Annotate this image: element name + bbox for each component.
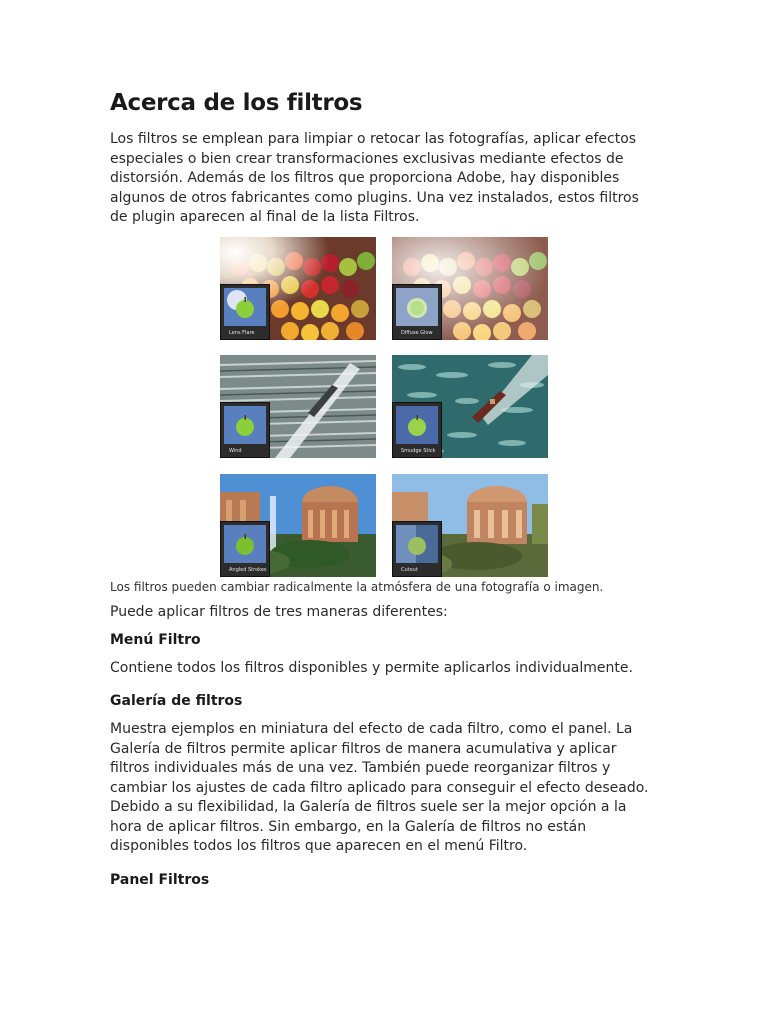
apple-icon [224, 525, 266, 563]
thumbnail-diffuse-glow [392, 237, 548, 340]
section-body-galeria: Muestra ejemplos en miniatura del efecto de cada filtro, como el panel. La Galería de filtros permite aplicar filtros de manera acumulativa y aplicar filtros individuales más de una vez. También puede reorganizar filtros y cambiar los ajustes de cada filtro aplicado para conseguir el efecto deseado. Debido a su flexibilidad, la Galería de filtros suele ser la mejor opción a la hora de aplicar filtros. Sin embargo, en la Galería de filtros no están disponibles todos los filtros que aparecen en el menú Filtro. [110, 721, 649, 854]
filter-label: Angled Strokes [229, 566, 267, 573]
page-title: Acerca de los filtros [110, 90, 363, 116]
filter-label: Smudge Stick [401, 447, 436, 454]
section-heading-galeria: Galería de filtros [110, 693, 243, 709]
thumbnail-wind [220, 355, 376, 458]
filter-examples-figure [110, 237, 658, 578]
figure-caption: Los filtros pueden cambiar radicalmente la atmósfera de una fotografía o imagen. [110, 579, 604, 594]
apple-icon [396, 288, 438, 326]
filter-preview-inset [392, 521, 442, 577]
section-heading-panel-filtros: Panel Filtros [110, 871, 210, 888]
article-content [110, 86, 658, 890]
thumbnail-smudge-stick [392, 355, 548, 458]
filter-preview-inset [392, 284, 442, 340]
filter-preview-inset [220, 284, 270, 340]
section-body-menu-filtro: Contiene todos los filtros disponibles y permite aplicarlos individualmente. [110, 659, 633, 676]
filter-label: Lens Flare [229, 329, 255, 336]
filter-preview-inset [220, 521, 270, 577]
filter-label: Diffuse Glow [401, 329, 433, 336]
filter-preview-inset [392, 402, 442, 458]
thumbnail-angled-strokes [220, 474, 376, 577]
thumbnail-lens-flare [220, 237, 376, 340]
filter-label: Wind [229, 447, 242, 454]
lead-paragraph: Puede aplicar filtros de tres maneras diferentes: [110, 603, 448, 620]
apple-icon [224, 406, 266, 444]
intro-paragraph: Los filtros se emplean para limpiar o retocar las fotografías, aplicar efectos especiales o bien crear transformaciones exclusivas mediante efectos de distorsión. Además de los filtros que proporciona Adobe, hay disponibles algunos de otros fabricantes como plugins. Una vez instalados, estos filtros de plugin aparecen al final de la lista Filtros. [110, 131, 639, 225]
apple-icon [396, 406, 438, 444]
filter-label: Cutout [401, 566, 418, 573]
apple-icon [224, 288, 266, 326]
section-heading-menu-filtro: Menú Filtro [110, 631, 201, 648]
thumbnail-cutout [392, 474, 548, 577]
apple-icon [396, 525, 438, 563]
filter-preview-inset [220, 402, 270, 458]
